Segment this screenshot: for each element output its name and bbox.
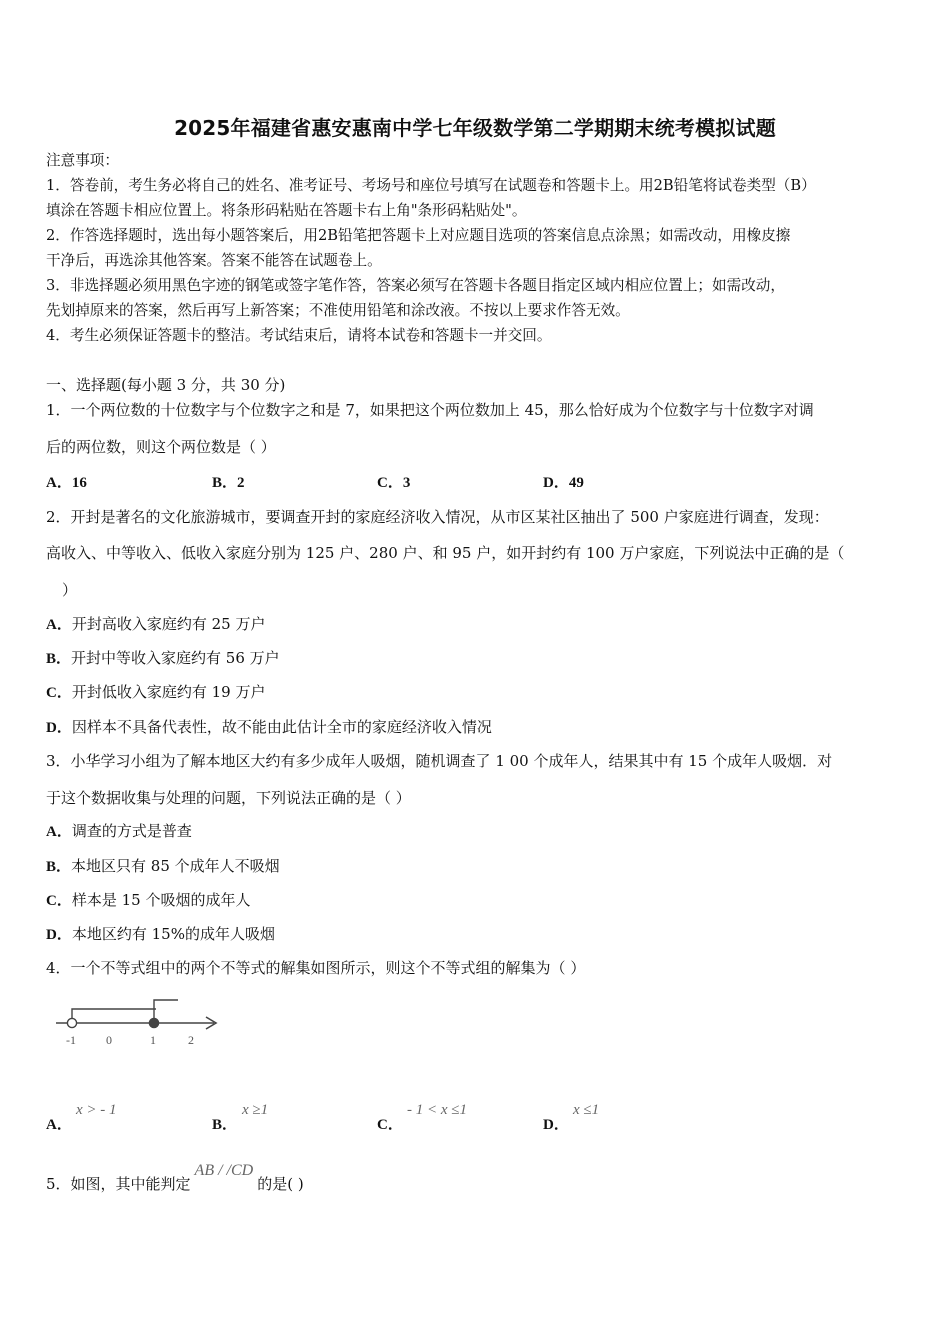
q2-option-d[interactable]: D．因样本不具备代表性，故不能由此估计全市的家庭经济收入情况 [46, 718, 492, 736]
notice-line: 1．答卷前，考生务必将自己的姓名、准考证号、考场号和座位号填写在试题卷和答题卡上。用2B铅笔将试卷类型（B） [46, 177, 816, 194]
q4-option-a[interactable]: A． x > - 1 [46, 1102, 117, 1133]
closed-point-marker [149, 1018, 158, 1027]
q1-option-a[interactable]: A．16 [46, 475, 87, 491]
q3-option-c[interactable]: C．样本是 15 个吸烟的成年人 [46, 891, 251, 909]
question-1-line: 1．一个两位数的十位数字与个位数字之和是 7，如果把这个两位数加上 45，那么恰好成为个位数字与十位数字对调 [46, 401, 814, 419]
q4-option-a-math: x > - 1 [76, 1102, 117, 1118]
axis-tick-label: 2 [188, 1033, 194, 1047]
q5-math: AB / /CD [194, 1162, 254, 1179]
q2-option-b[interactable]: B．开封中等收入家庭约有 56 万户 [46, 649, 280, 667]
q2-option-c[interactable]: C．开封低收入家庭约有 19 万户 [46, 683, 266, 701]
open-point-marker [67, 1018, 76, 1027]
q4-option-c-math: - 1 < x ≤1 [407, 1102, 468, 1118]
section-heading: 一、选择题(每小题 3 分，共 30 分) [46, 376, 286, 394]
axis-tick-label: 1 [150, 1033, 156, 1047]
q2-option-a[interactable]: A．开封高收入家庭约有 25 万户 [46, 615, 266, 633]
question-1-line: 后的两位数，则这个两位数是（ ） [46, 438, 276, 456]
page-title: 2025年福建省惠安惠南中学七年级数学第二学期期末统考模拟试题 [174, 116, 776, 140]
q1-option-c[interactable]: C．3 [377, 475, 411, 491]
q4-option-b-math: x ≥1 [242, 1102, 269, 1118]
question-2-line: 高收入、中等收入、低收入家庭分别为 125 户、280 户、和 95 户，如开封约有 100 万户家庭，下列说法中正确的是（ [46, 544, 845, 562]
notice-heading: 注意事项： [46, 152, 119, 169]
question-2-line: ） [62, 581, 78, 599]
q4-option-d[interactable]: D． x ≤1 [543, 1102, 600, 1133]
axis-tick-label: -1 [66, 1033, 76, 1047]
q1-option-d[interactable]: D．49 [543, 475, 584, 491]
q3-option-a[interactable]: A．调查的方式是普查 [46, 822, 192, 840]
notice-line: 4．考生必须保证答题卡的整洁。考试结束后，请将本试卷和答题卡一并交回。 [46, 327, 552, 344]
notice-line: 干净后，再选涂其他答案。答案不能答在试题卷上。 [46, 252, 382, 269]
axis-tick-label: 0 [106, 1033, 112, 1047]
q3-option-d[interactable]: D．本地区约有 15%的成年人吸烟 [46, 925, 275, 943]
number-line-figure [52, 996, 232, 1052]
solution-bracket-lower [72, 1009, 156, 1023]
q4-option-b[interactable]: B． x ≥1 [212, 1102, 269, 1133]
question-5-line: 5．如图，其中能判定AB / /CD的是( ) [46, 1162, 304, 1193]
notice-line: 先划掉原来的答案，然后再写上新答案；不准使用铅笔和涂改液。不按以上要求作答无效。 [46, 302, 630, 319]
notice-line: 3．非选择题必须用黑色字迹的钢笔或签字笔作答，答案必须写在答题卡各题目指定区域内相应位置上；如需改动， [46, 277, 785, 294]
q4-option-d-math: x ≤1 [573, 1102, 600, 1118]
q4-option-c[interactable]: C． - 1 < x ≤1 [377, 1102, 468, 1133]
q3-option-b[interactable]: B．本地区只有 85 个成年人不吸烟 [46, 857, 280, 875]
question-3-line: 于这个数据收集与处理的问题，下列说法正确的是（ ） [46, 789, 411, 807]
notice-line: 2．作答选择题时，选出每小题答案后，用2B铅笔把答题卡上对应题目选项的答案信息点涂黑；如需改动，用橡皮擦 [46, 227, 791, 244]
question-2-line: 2．开封是著名的文化旅游城市，要调查开封的家庭经济收入情况，从市区某社区抽出了 500 户家庭进行调查，发现： [46, 508, 829, 526]
question-3-line: 3．小华学习小组为了解本地区大约有多少成年人吸烟，随机调查了 1 00 个成年人，结果其中有 15 个成年人吸烟．对 [46, 752, 833, 770]
question-4-line: 4．一个不等式组中的两个不等式的解集如图所示，则这个不等式组的解集为（ ） [46, 959, 586, 977]
q1-option-b[interactable]: B．2 [212, 475, 245, 491]
notice-line: 填涂在答题卡相应位置上。将条形码粘贴在答题卡右上角"条形码粘贴处"。 [46, 202, 527, 219]
